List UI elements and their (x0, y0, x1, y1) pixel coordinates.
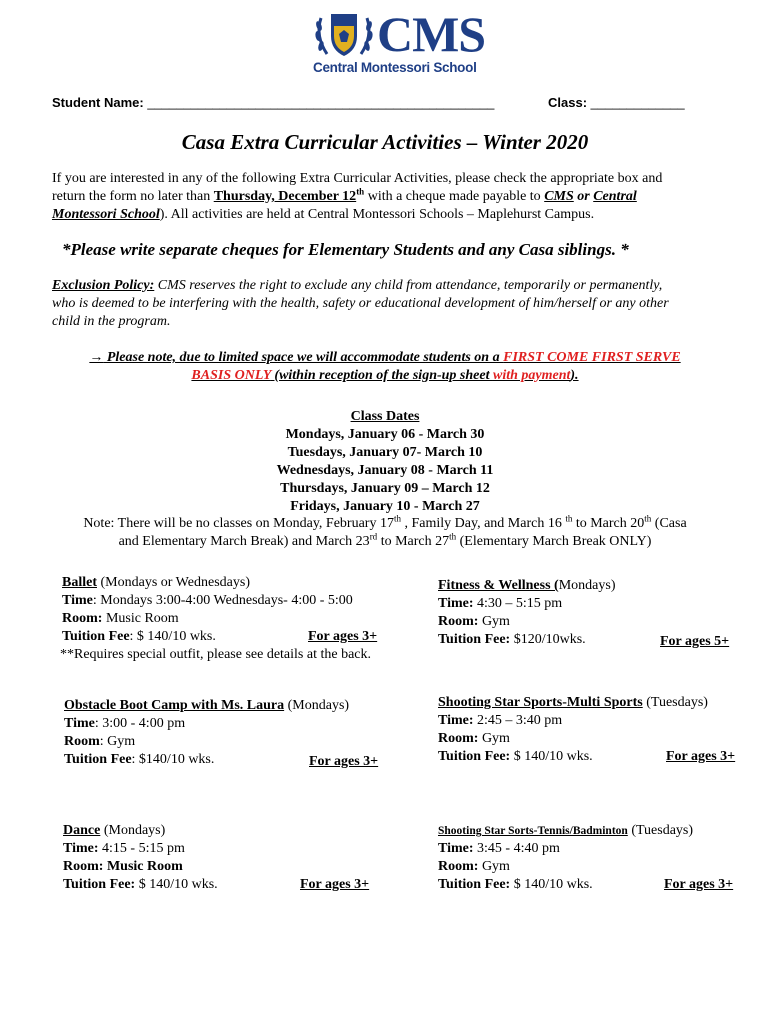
activity-fitness[interactable]: Fitness & Wellness (Mondays) Time: 4:30 – 5:15 pm Room: Gym Tuition Fee: $120/10wks. For ages 5+ (438, 578, 730, 649)
deadline: Thursday, December 12 (213, 189, 357, 204)
ages-label: For ages 3+ (308, 629, 378, 644)
intro-paragraph (52, 170, 732, 224)
activity-name: Dance (63, 823, 101, 838)
ages-label: For ages 3+ (666, 749, 736, 764)
class-field[interactable]: _____________ (590, 95, 685, 110)
activity-name: Shooting Star Sorts-Tennis/Badminton (438, 825, 628, 837)
intro-line-1: If you are interested in any of the following Extra Curricular Activities, please check the appropriate box and (52, 171, 663, 186)
activity-bootcamp[interactable]: Obstacle Boot Camp with Ms. Laura (Mondays) Time: 3:00 - 4:00 pm Room: Gym Tuition Fee: $140/10 wks. For ages 3+ (64, 698, 379, 769)
date-line: Fridays, January 10 - March 27 (290, 499, 480, 514)
ages-label: For ages 3+ (309, 754, 379, 769)
holiday-note: Note: There will be no classes on Monday, February 17th , Family Day, and March 16 $^{th}$ to March 20th (Casa and Elementary March Break) and March 23rd to March 27th (Elementary March Break ONLY) (83, 513, 687, 549)
exclusion-label: Exclusion Policy: (52, 278, 155, 293)
intro-line-2: return the form no later than Thursday, December 12th with a cheque made payable to CMS or Central (52, 186, 637, 204)
class-label: Class: (548, 95, 588, 110)
arrow-icon: → (89, 350, 104, 365)
activity-ballet[interactable]: Ballet (Mondays or Wednesdays) Time: Mondays 3:00-4:00 Wednesdays- 4:00 - 5:00 Room: Music Room Tuition Fee: $ 140/10 wks. For ages 3+ **Requires special outfit, please see details at the back. (60, 575, 378, 662)
payee-school: Montessori School (52, 207, 160, 222)
ages-label: For ages 5+ (660, 634, 730, 649)
ages-label: For ages 3+ (300, 877, 370, 892)
student-name-row (52, 95, 494, 110)
activity-dance[interactable]: Dance (Mondays) Time: 4:15 - 5:15 pm Room: Music Room Tuition Fee: $ 140/10 wks. For ages 3+ (63, 823, 370, 892)
activity-multisports[interactable]: Shooting Star Sports-Multi Sports (Tuesdays) Time: 2:45 – 3:40 pm Room: Gym Tuition Fee: $ 140/10 wks. For ages 3+ (438, 695, 736, 764)
intro-line-3: Montessori School). All activities are held at Central Montessori Schools – Maplehurst Campus. (52, 207, 595, 222)
ages-label: For ages 3+ (664, 877, 734, 892)
activity-name: Fitness & Wellness ( (438, 578, 559, 593)
class-dates-heading: Class Dates (350, 409, 420, 424)
activity-name: Ballet (62, 575, 97, 590)
date-line: Wednesdays, January 08 - March 11 (276, 463, 494, 478)
logo-wordmark: CMS (377, 6, 486, 62)
date-line: Tuesdays, January 07- March 10 (287, 445, 483, 460)
date-line: Thursdays, January 09 – March 12 (280, 481, 490, 496)
payee-cms: CMS (544, 189, 574, 204)
crest-icon (313, 10, 375, 62)
student-name-label: Student Name: (52, 95, 144, 110)
cheques-note: *Please write separate cheques for Elementary Students and any Casa siblings. * (62, 240, 629, 259)
activity-name: Obstacle Boot Camp with Ms. Laura (64, 698, 285, 713)
activity-name: Shooting Star Sports-Multi Sports (438, 695, 643, 710)
class-dates (0, 408, 770, 516)
exclusion-policy: Exclusion Policy: CMS reserves the right to exclude any child from attendance, temporarily or permanently, who is deemed to be interfering with the health, safety or educational development of him/herself or any other child in the program. (52, 278, 669, 329)
first-come-notice: → Please note, due to limited space we will accommodate students on a FIRST COME FIRST SERVE BASIS ONLY (within reception of the sign-up sheet with payment). (89, 350, 681, 383)
page-title: Casa Extra Curricular Activities – Winter 2020 (181, 130, 589, 154)
student-name-field[interactable]: ________________________________________________ (147, 95, 495, 110)
school-logo (313, 6, 503, 80)
activity-tennis[interactable]: Shooting Star Sorts-Tennis/Badminton (Tuesdays) Time: 3:45 - 4:40 pm Room: Gym Tuition Fee: $ 140/10 wks. For ages 3+ (438, 823, 734, 892)
date-line: Mondays, January 06 - March 30 (285, 427, 485, 442)
class-row (548, 95, 685, 110)
school-name: Central Montessori School (313, 60, 477, 75)
